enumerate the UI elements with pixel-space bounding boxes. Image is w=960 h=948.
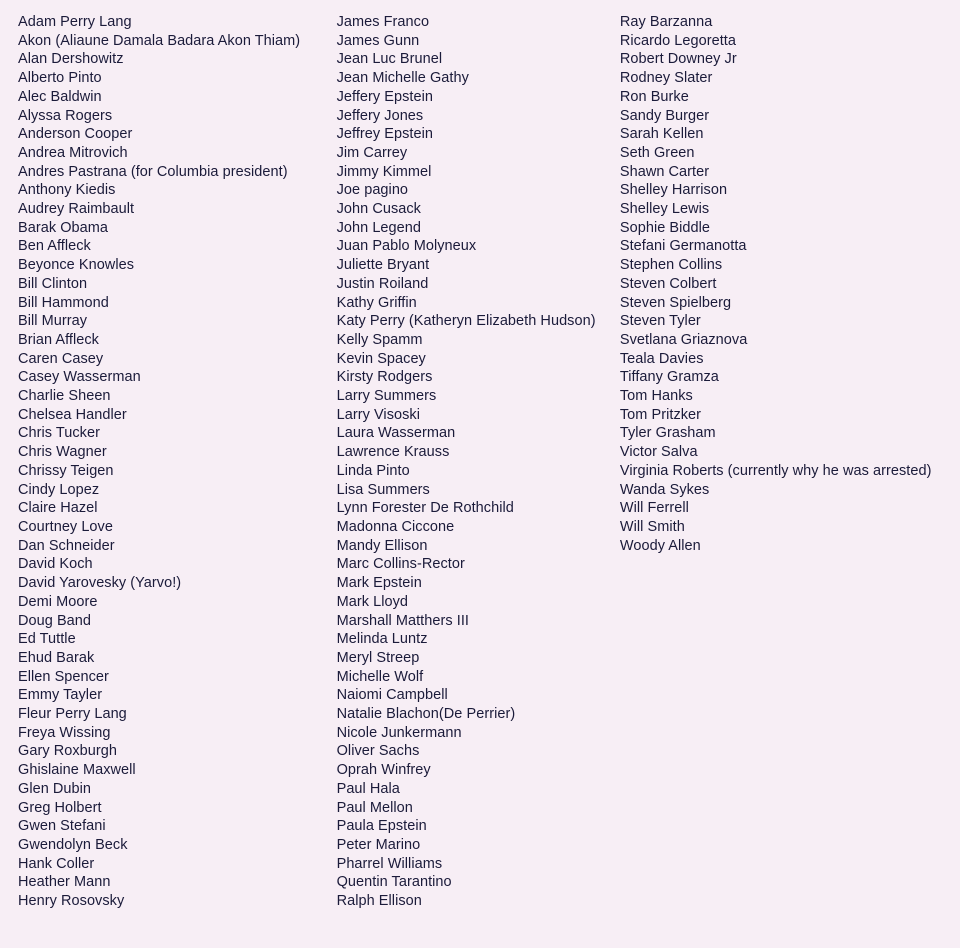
name-entry: Jean Luc Brunel xyxy=(336,51,443,68)
name-entry: Jeffery Jones xyxy=(336,107,424,124)
name-entry: Audrey Raimbault xyxy=(18,201,135,218)
name-entry: Melinda Luntz xyxy=(336,631,428,648)
name-entry: Juan Pablo Molyneux xyxy=(336,238,477,255)
name-entry: Cindy Lopez xyxy=(18,481,100,498)
name-entry: Katy Perry (Katheryn Elizabeth Hudson) xyxy=(336,313,596,330)
name-entry: Oprah Winfrey xyxy=(336,762,431,779)
name-entry: Charlie Sheen xyxy=(18,388,111,405)
name-entry: Laura Wasserman xyxy=(336,425,456,442)
name-entry: Alberto Pinto xyxy=(18,70,102,87)
name-entry: Bill Murray xyxy=(18,313,88,330)
name-entry: Mark Lloyd xyxy=(336,593,409,610)
name-entry: Jeffrey Epstein xyxy=(336,126,433,143)
name-entry: Linda Pinto xyxy=(336,462,410,479)
name-entry: Ricardo Legoretta xyxy=(619,32,736,49)
name-entry: Naiomi Campbell xyxy=(336,687,448,704)
name-entry: Lynn Forester De Rothchild xyxy=(336,500,514,517)
name-entry: Andres Pastrana (for Columbia president) xyxy=(18,163,288,180)
name-entry: David Yarovesky (Yarvo!) xyxy=(18,575,182,592)
name-column-3 xyxy=(620,13,952,555)
name-entry: Steven Tyler xyxy=(619,313,701,330)
name-entry: Brian Affleck xyxy=(18,331,99,348)
name-entry: Jim Carrey xyxy=(336,144,408,161)
name-entry: John Legend xyxy=(336,219,422,236)
name-entry: Jeffery Epstein xyxy=(336,88,433,105)
name-entry: Jean Michelle Gathy xyxy=(336,70,469,87)
name-entry: Dan Schneider xyxy=(18,537,115,554)
name-entry: Steven Spielberg xyxy=(619,294,732,311)
name-entry: Mark Epstein xyxy=(336,575,422,592)
name-entry: Glen Dubin xyxy=(18,780,92,797)
name-entry: Tiffany Gramza xyxy=(619,369,719,386)
name-entry: Sandy Burger xyxy=(619,107,710,124)
name-entry: Nicole Junkermann xyxy=(336,724,462,741)
name-entry: Steven Colbert xyxy=(619,275,717,292)
name-entry: Chris Tucker xyxy=(18,425,100,442)
name-entry: Mandy Ellison xyxy=(336,537,428,554)
name-entry: Kathy Griffin xyxy=(336,294,417,311)
name-entry: Ron Burke xyxy=(619,88,689,105)
name-entry: Freya Wissing xyxy=(18,724,111,741)
name-entry: Tom Pritzker xyxy=(619,406,702,423)
name-entry: Chrissy Teigen xyxy=(18,462,114,479)
name-entry: Hank Coller xyxy=(18,855,95,872)
name-entry: Oliver Sachs xyxy=(336,743,420,760)
name-entry: Courtney Love xyxy=(18,518,113,535)
name-entry: Greg Holbert xyxy=(18,799,102,816)
name-entry: Shelley Lewis xyxy=(619,201,710,218)
name-entry: Robert Downey Jr xyxy=(619,51,737,68)
name-entry: Kirsty Rodgers xyxy=(336,369,433,386)
name-entry: Casey Wasserman xyxy=(18,369,141,386)
name-entry: Teala Davies xyxy=(619,350,704,367)
name-column-1 xyxy=(8,13,331,911)
name-entry: Anthony Kiedis xyxy=(18,182,116,199)
name-entry: Kelly Spamm xyxy=(336,331,423,348)
name-entry: Ralph Ellison xyxy=(336,893,422,910)
name-entry: Madonna Ciccone xyxy=(336,518,455,535)
name-entry: Chris Wagner xyxy=(18,444,107,461)
name-entry: Seth Green xyxy=(619,144,695,161)
name-entry: Joe pagino xyxy=(336,182,409,199)
name-entry: Will Ferrell xyxy=(619,500,689,517)
name-entry: Ghislaine Maxwell xyxy=(18,762,136,779)
name-entry: Claire Hazel xyxy=(18,500,98,517)
name-entry: Gary Roxburgh xyxy=(18,743,117,760)
name-entry: Kevin Spacey xyxy=(336,350,426,367)
name-entry: Heather Mann xyxy=(18,874,111,891)
name-entry: Wanda Sykes xyxy=(619,481,710,498)
name-entry: Michelle Wolf xyxy=(336,668,424,685)
name-entry: Shelley Harrison xyxy=(619,182,728,199)
name-entry: Justin Roiland xyxy=(336,275,429,292)
name-entry: Paul Hala xyxy=(336,780,400,797)
name-entry: Victor Salva xyxy=(619,444,698,461)
name-entry: Henry Rosovsky xyxy=(18,893,125,910)
name-entry: Meryl Streep xyxy=(336,649,420,666)
name-column-2 xyxy=(331,13,620,911)
name-entry: Stephen Collins xyxy=(619,257,723,274)
name-entry: Fleur Perry Lang xyxy=(18,706,127,723)
name-entry: Bill Hammond xyxy=(18,294,109,311)
name-entry: Juliette Bryant xyxy=(336,257,430,274)
name-entry: Woody Allen xyxy=(619,537,701,554)
name-entry: Pharrel Williams xyxy=(336,855,443,872)
name-entry: Gwen Stefani xyxy=(18,818,106,835)
name-entry: Beyonce Knowles xyxy=(18,257,135,274)
name-entry: Ehud Barak xyxy=(18,649,95,666)
name-entry: John Cusack xyxy=(336,201,421,218)
name-entry: Sarah Kellen xyxy=(619,126,704,143)
name-entry: Demi Moore xyxy=(18,593,98,610)
name-entry: Lisa Summers xyxy=(336,481,430,498)
name-entry: Stefani Germanotta xyxy=(619,238,747,255)
name-entry: James Franco xyxy=(336,14,430,30)
name-entry: Will Smith xyxy=(619,518,685,535)
name-entry: Ed Tuttle xyxy=(18,631,76,648)
name-entry: Natalie Blachon(De Perrier) xyxy=(336,706,516,723)
name-entry: Paula Epstein xyxy=(336,818,427,835)
name-entry: Alan Dershowitz xyxy=(18,51,124,68)
name-entry: Gwendolyn Beck xyxy=(18,836,128,853)
name-entry: Chelsea Handler xyxy=(18,406,127,423)
name-entry: Ellen Spencer xyxy=(18,668,109,685)
name-entry: Lawrence Krauss xyxy=(336,444,450,461)
name-entry: Sophie Biddle xyxy=(619,219,711,236)
name-entry: Andrea Mitrovich xyxy=(18,144,128,161)
name-entry: Doug Band xyxy=(18,612,92,629)
name-entry: Marc Collins-Rector xyxy=(336,556,465,573)
name-entry: Barak Obama xyxy=(18,219,109,236)
name-entry: Jimmy Kimmel xyxy=(336,163,432,180)
name-entry: Ray Barzanna xyxy=(619,14,713,30)
name-entry: James Gunn xyxy=(336,32,420,49)
name-entry: Marshall Matthers III xyxy=(336,612,469,629)
name-entry: Paul Mellon xyxy=(336,799,413,816)
name-entry: Peter Marino xyxy=(336,836,421,853)
name-entry: Alec Baldwin xyxy=(18,88,102,105)
name-entry: Virginia Roberts (currently why he was arrested) xyxy=(619,462,932,479)
name-entry: Larry Summers xyxy=(336,388,437,405)
name-entry: Svetlana Griaznova xyxy=(619,331,748,348)
name-entry: Anderson Cooper xyxy=(18,126,133,143)
name-entry: David Koch xyxy=(18,556,93,573)
name-entry: Shawn Carter xyxy=(619,163,710,180)
name-entry: Tyler Grasham xyxy=(619,425,716,442)
name-list-columns xyxy=(8,13,952,911)
name-entry: Larry Visoski xyxy=(336,406,420,423)
name-entry: Caren Casey xyxy=(18,350,104,367)
name-entry: Rodney Slater xyxy=(619,70,713,87)
name-entry: Adam Perry Lang xyxy=(18,14,132,30)
name-entry: Quentin Tarantino xyxy=(336,874,452,891)
name-entry: Alyssa Rogers xyxy=(18,107,113,124)
name-entry: Bill Clinton xyxy=(18,275,88,292)
name-entry: Ben Affleck xyxy=(18,238,91,255)
name-entry: Tom Hanks xyxy=(619,388,693,405)
name-entry: Emmy Tayler xyxy=(18,687,103,704)
name-entry: Akon (Aliaune Damala Badara Akon Thiam) xyxy=(18,32,301,49)
